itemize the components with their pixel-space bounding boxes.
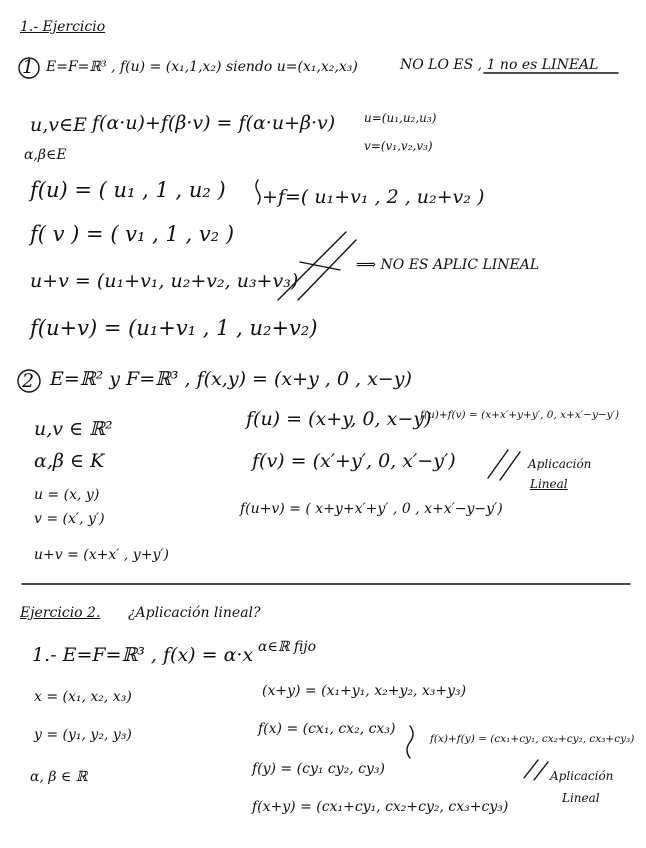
problem2-statement: E=ℝ² y F=ℝ³ , f(x,y) = (x+y , 0 , x−y)	[50, 368, 412, 390]
sum-brace	[256, 180, 260, 204]
p2-f-sum: f(u)+f(v) = (x+x′+y+y′, 0, x+x′−y−y′)	[420, 409, 620, 421]
linearity-definition: f(α·u)+f(β·v) = f(α·u+β·v)	[92, 112, 336, 134]
p2-u-def: u = (x, y)	[34, 487, 100, 503]
quantifiers-uv: u,v∈E	[30, 114, 87, 136]
u-plus-v: u+v = (u₁+v₁, u₂+v₂, u₃+v₃)	[30, 270, 299, 292]
f-of-v: f( v ) = ( v₁ , 1 , v₂ )	[30, 222, 235, 246]
s3-slash-2	[534, 762, 548, 780]
cross-mark	[300, 262, 340, 270]
p2-vars: u,v ∈ ℝ²	[34, 418, 113, 440]
section3-heading: Ejercicio 2.	[20, 605, 101, 621]
s3-statement: 1.- E=F=ℝ³ , f(x) = α·x	[32, 644, 254, 666]
s3-f-y: f(y) = (cy₁ cy₂, cy₃)	[252, 761, 386, 777]
p2-verdict-line2: Lineal	[530, 477, 568, 491]
slash-mark-2	[298, 240, 356, 300]
p2-verdict-line1: Aplicación	[528, 457, 592, 471]
s3-f-x-plus-y: f(x+y) = (cx₁+cy₁, cx₂+cy₂, cx₃+cy₃)	[252, 799, 509, 815]
s3-x-def: x = (x₁, x₂, x₃)	[34, 689, 132, 705]
section3-subtitle: ¿Aplicación lineal?	[128, 605, 261, 621]
s3-slash-1	[524, 760, 538, 778]
conclusion-not-linear: ⟹ NO ES APLIC LINEAL	[356, 257, 540, 273]
section1-heading: 1.- Ejercicio	[20, 19, 106, 35]
problem1-number: 1	[22, 56, 35, 78]
p2-f-u-plus-v: f(u+v) = ( x+y+x′+y′ , 0 , x+x′−y−y′)	[240, 501, 503, 517]
v-definition: v=(v₁,v₂,v₃)	[364, 139, 433, 153]
problem1-verdict: NO LO ES , 1 no es LINEAL	[400, 57, 599, 73]
p2-sum: u+v = (x+x′ , y+y′)	[34, 547, 169, 563]
u-definition: u=(u₁,u₂,u₃)	[364, 111, 437, 125]
f-sum-expression: +f=( u₁+v₁ , 2 , u₂+v₂ )	[262, 186, 485, 208]
p2-slash-1	[488, 450, 508, 478]
problem2-number: 2	[22, 370, 35, 392]
p2-f-v: f(v) = (x′+y′, 0, x′−y′)	[252, 450, 456, 472]
s3-verdict-line1: Aplicación	[550, 769, 614, 783]
f-of-u-plus-v: f(u+v) = (u₁+v₁ , 1 , u₂+v₂)	[30, 316, 318, 340]
p2-f-u: f(u) = (x+y, 0, x−y)	[246, 408, 432, 430]
p2-v-def: v = (x′, y′)	[34, 511, 105, 527]
s3-condition: α∈ℝ fijo	[258, 639, 317, 655]
f-of-u: f(u) = ( u₁ , 1 , u₂ )	[30, 178, 226, 202]
s3-brace	[407, 726, 413, 758]
s3-y-def: y = (y₁, y₂, y₃)	[34, 727, 132, 743]
problem1-statement: E=F=ℝ³ , f(u) = (x₁,1,x₂) siendo u=(x₁,x₂,x₃)	[46, 59, 358, 75]
s3-verdict-line2: Lineal	[562, 791, 600, 805]
s3-x-plus-y: (x+y) = (x₁+y₁, x₂+y₂, x₃+y₃)	[262, 683, 467, 699]
s3-f-x: f(x) = (cx₁, cx₂, cx₃)	[258, 721, 396, 737]
s3-scalars: α, β ∈ ℝ	[30, 769, 88, 785]
p2-slash-2	[500, 452, 520, 480]
s3-f-sum: f(x)+f(y) = (cx₁+cy₁, cx₂+cy₂, cx₃+cy₃)	[430, 733, 635, 745]
quantifiers-ab: α,β∈E	[24, 147, 67, 163]
p2-scalars: α,β ∈ K	[34, 450, 105, 472]
